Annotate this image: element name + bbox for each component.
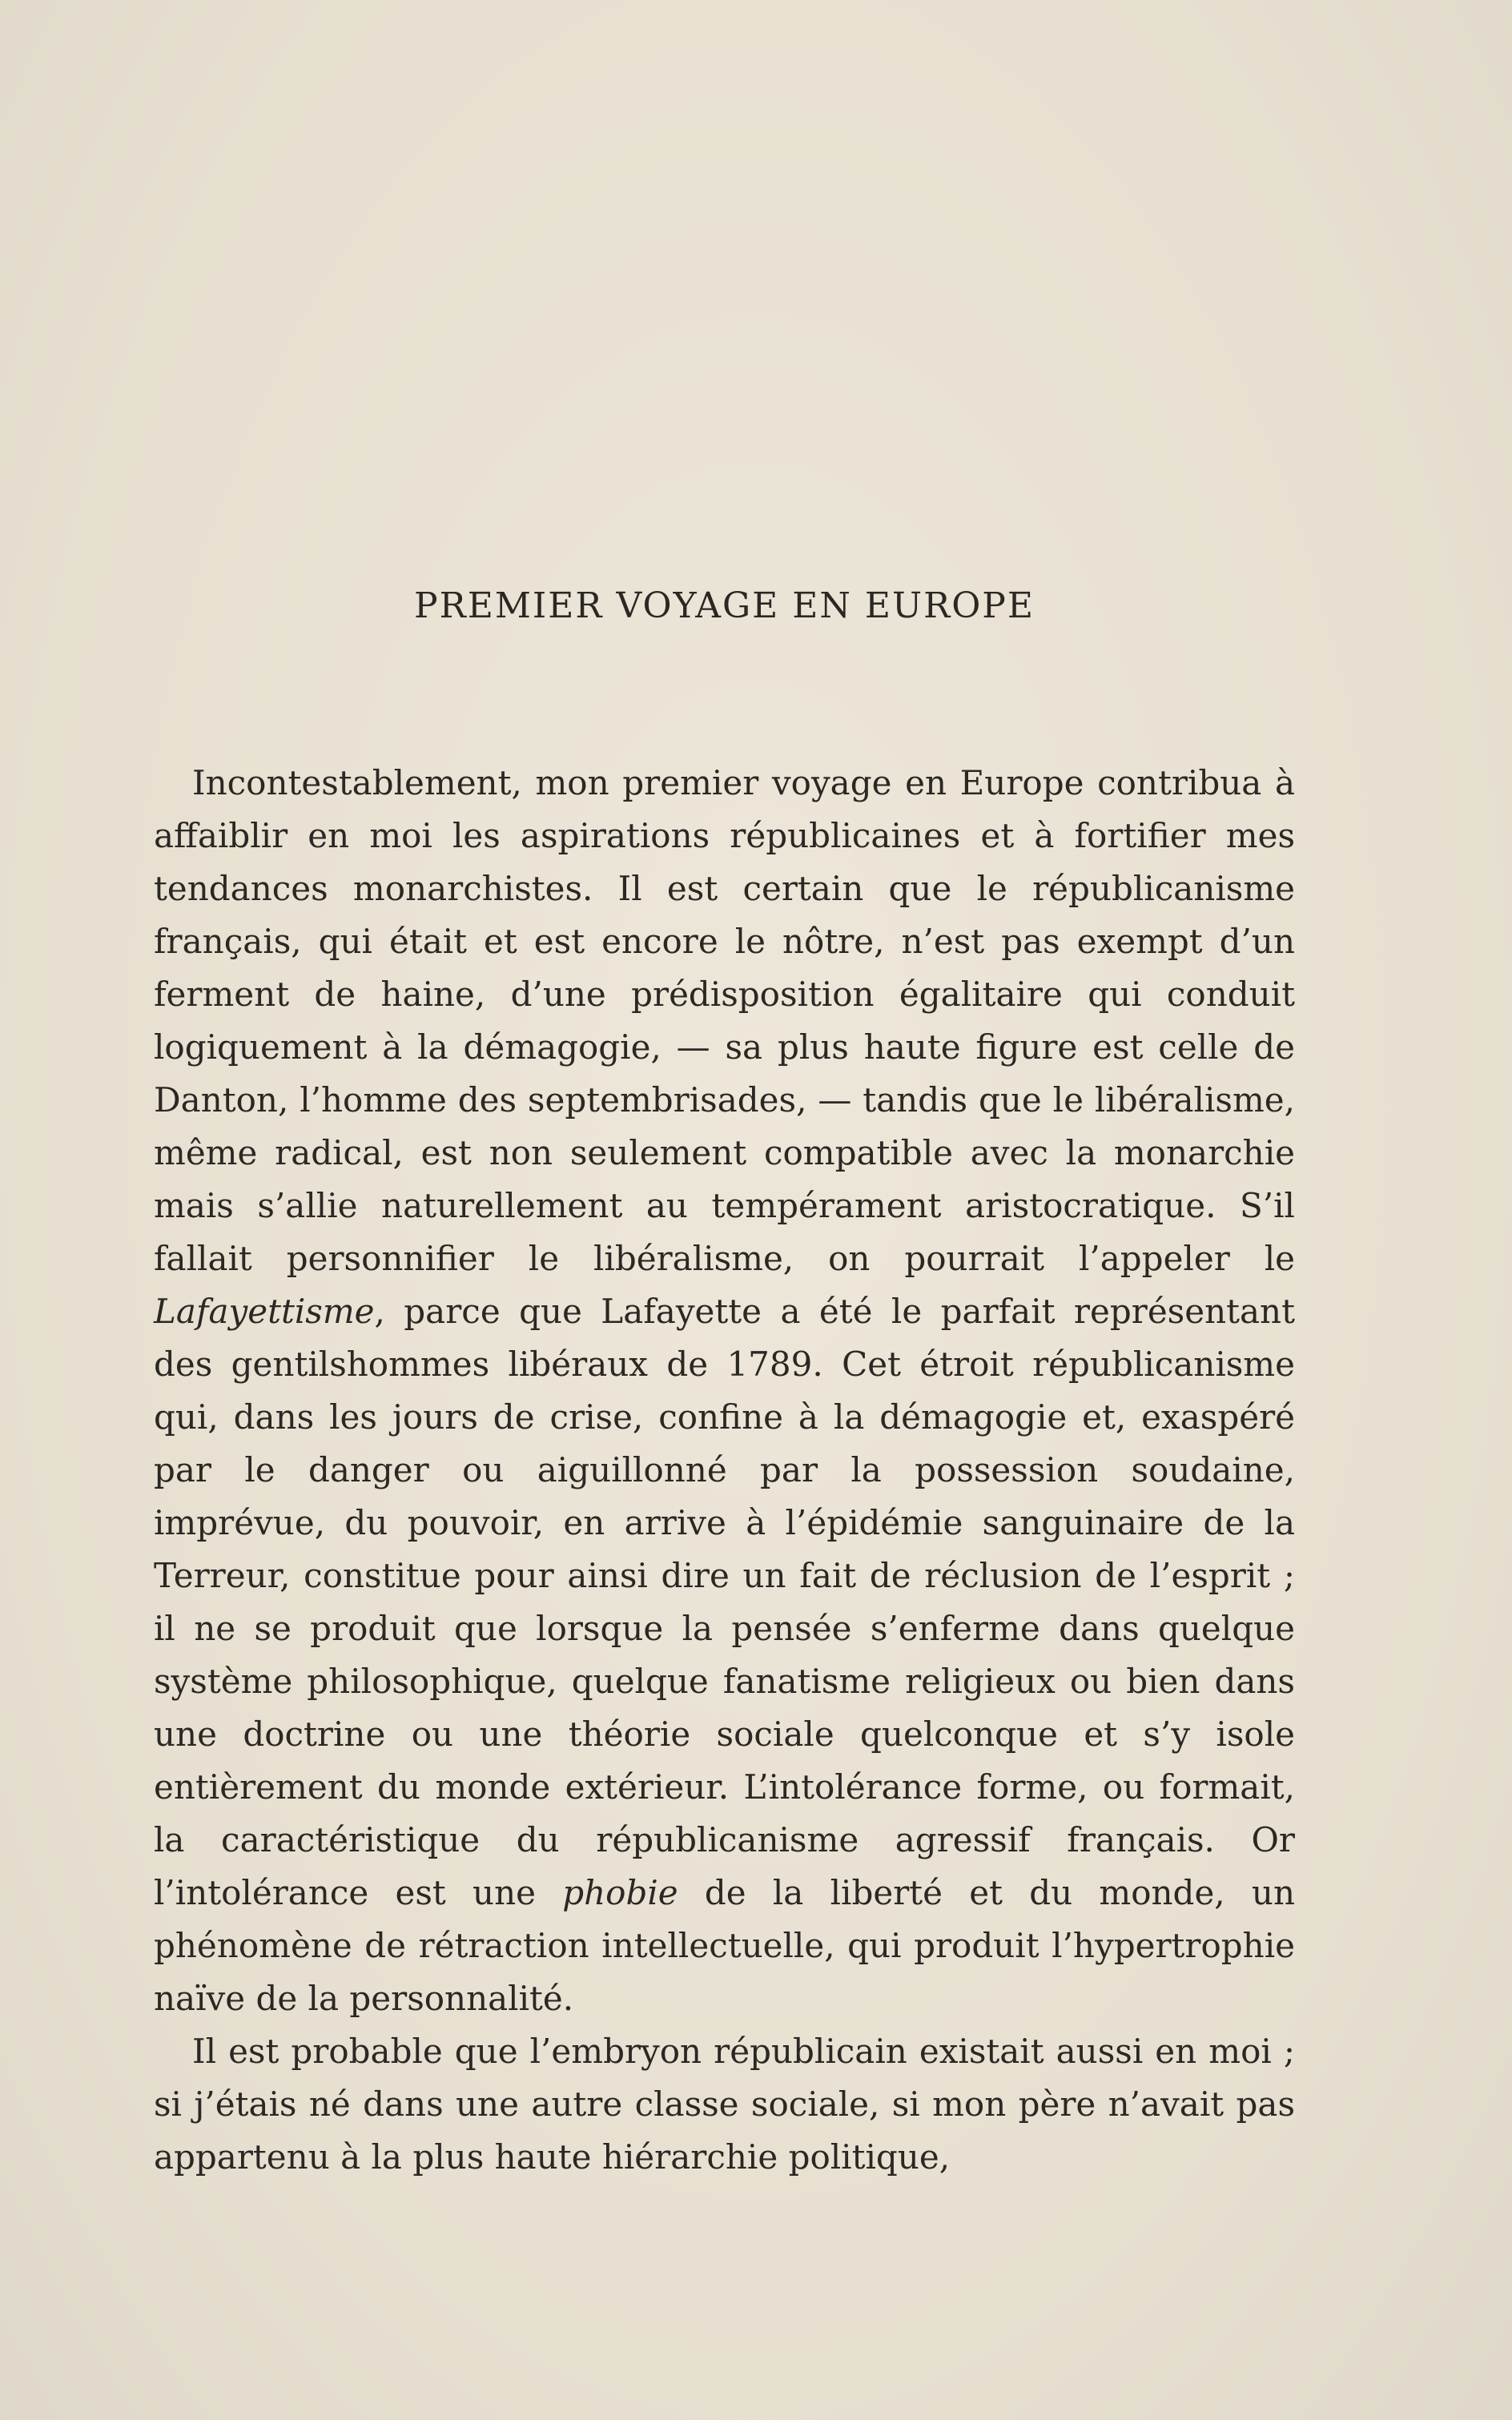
paragraph-1 — [154, 757, 1295, 2025]
paragraph-1-part-3: de la liberté et du monde, un phénomène de rétraction intellectuelle, qui produit l’hypertrophie naïve de la personnalité. — [154, 1873, 1295, 2018]
italic-term-lafayettisme: Lafayettisme — [154, 1292, 375, 1331]
italic-term-phobie: phobie — [562, 1873, 678, 1912]
paragraph-1-part-1: Incontestablement, mon premier voyage en Europe contribua à affaiblir en moi les aspirations républicaines et à fortifier mes tendances monarchistes. Il est certain que le républicanisme français, qui était et est encore le nôtre, n’est pas exempt d’un ferment de haine, d’une prédisposition égalitaire qui conduit logiquement à la démagogie, — sa plus haute figure est celle de Danton, l’homme des septembrisades, — tandis que le libéralisme, même radical, est non seulement compatible avec la monarchie mais s’allie naturellement au tempérament aristocratique. S’il fallait personnifier le libéralisme, on pourrait l’appeler le — [154, 763, 1295, 1278]
paragraph-2: Il est probable que l’embryon républicain existait aussi en moi ; si j’étais né dans une autre classe sociale, si mon père n’avait pas appartenu à la plus haute hiérarchie politique, — [154, 2032, 1295, 2177]
paragraph-1-part-2: , parce que Lafayette a été le parfait représentant des gentilshommes libéraux de 1789. Cet étroit républicanisme qui, dans les jours de crise, confine à la démagogie et, exaspéré par le danger ou aiguillonné par la possession soudaine, imprévue, du pouvoir, en arrive à l’épidémie sanguinaire de la Terreur, constitue pour ainsi dire un fait de réclusion de l’esprit ; il ne se produit que lorsque la pensée s’enferme dans quelque système philosophique, quelque fanatisme religieux ou bien dans une doctrine ou une théorie sociale quelconque et s’y isole entièrement du monde extérieur. L’intolérance forme, ou formait, la caractéristique du républicanisme agressif français. Or l’intolérance est une — [154, 1292, 1295, 1912]
chapter-title: PREMIER VOYAGE EN EUROPE — [414, 585, 1035, 626]
body-text — [154, 757, 1295, 2184]
